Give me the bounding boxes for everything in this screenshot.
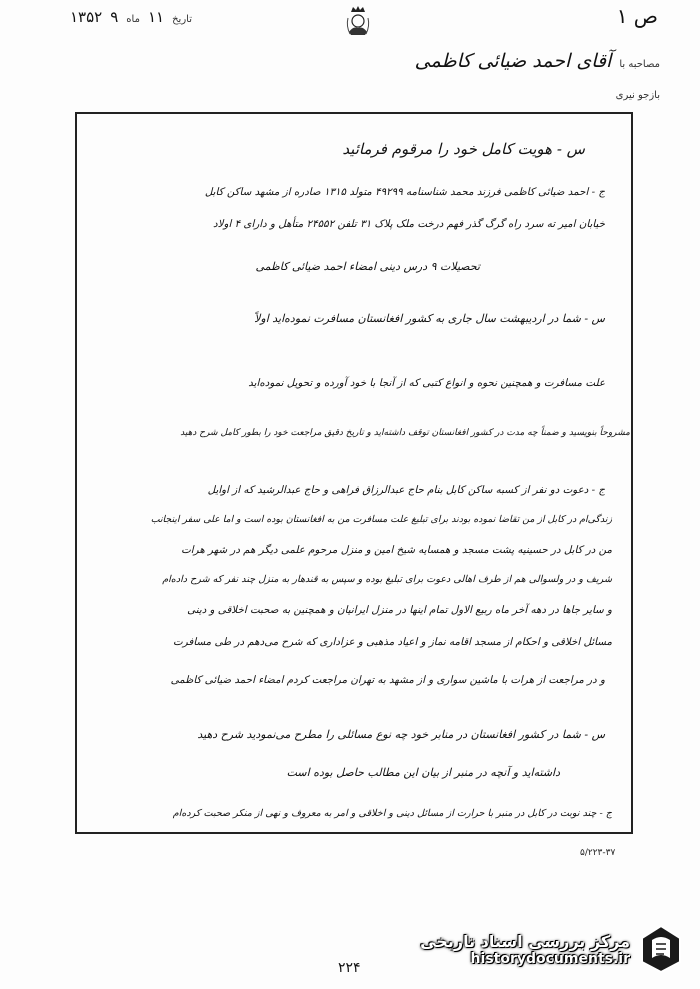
answer-line: و در مراجعت از هرات با ماشین سواری و از مشهد به تهران مراجعت کردم امضاء احمد ضیائی کاظمی [170, 674, 605, 686]
interviewer-label: بازجو نیری [615, 90, 660, 101]
archive-number: ۲۲۴ [338, 960, 361, 976]
interview-line [415, 50, 660, 72]
answer-line: من در کابل در حسینیه پشت مسجد و همسایه شیخ امین و منزل مرحوم علمی دیگر هم در شهر هرات [181, 544, 612, 556]
answer-line: تحصیلات ۹ درس دینی امضاء احمد ضیائی کاظمی [255, 260, 480, 273]
interview-name: آقای احمد ضیائی کاظمی [414, 50, 612, 72]
question-line: س - شما در کشور افغانستان در منابر خود چه نوع مسائلی را مطرح می‌نمودید شرح دهید [197, 728, 605, 741]
answer-line: ج - احمد ضیائی کاظمی فرزند محمد شناسنامه ۴۹۲۹۹ متولد ۱۳۱۵ صادره از مشهد ساکن کابل [204, 186, 605, 198]
watermark-text [400, 932, 630, 967]
question-line: مشروحاً بنویسید و ضمناً چه مدت در کشور افغانستان توقف داشته‌اید و تاریخ دقیق مراجعت خود را بطور کامل شرح دهید [180, 428, 630, 438]
answer-line: و سایر جاها در دهه آخر ماه ربیع الاول تمام اینها در منزل ایرانیان و همچنین به صحبت اخلاقی و دینی [187, 604, 612, 616]
answer-line: شریف و در ولسوالی هم از طرف اهالی دعوت برای تبلیغ بوده و سپس به قندهار به منزل چند نفر که شرح داده‌ام [162, 574, 612, 585]
month-value: ۹ [110, 8, 119, 26]
archive-watermark [400, 916, 692, 982]
month-label: ماه [126, 14, 140, 25]
document-code: ۵/۲۲۳-۳۷ [580, 848, 616, 858]
question-line: س - هویت کامل خود را مرقوم فرمائید [342, 140, 585, 158]
answer-line: ج - دعوت دو نفر از کسبه ساکن کابل بنام حاج عبدالرزاق فراهی و حاج عبدالرشید که از اوایل [207, 484, 605, 496]
date-day: ۱۱ [147, 8, 165, 26]
date-label: تاریخ [172, 14, 192, 25]
archive-logo-icon [636, 922, 686, 976]
lion-and-sun-emblem-icon [343, 4, 373, 38]
answer-line: زندگی‌ام در کابل از من تقاضا نموده بودند برای تبلیغ علت مسافرت من به افغانستان بوده است و اما علی سفر اینجانب [150, 514, 612, 525]
answer-line: خیابان امیر ته سرد راه گرگ گذر فهم درخت ملک پلاک ۳۱ تلفن ۲۴۵۵۲ متأهل و دارای ۴ اولاد [213, 218, 605, 230]
page-number: ص ۱ [616, 4, 658, 28]
answer-line: مسائل اخلاقی و احکام از مسجد اقامه نماز و اعیاد مذهبی و عزاداری که شرح می‌دهم در طی مسافرت [173, 636, 612, 648]
watermark-name: مرکز بررسی اسناد تاریخی [420, 931, 630, 951]
interview-label: مصاحبه با [619, 59, 660, 70]
question-line: داشته‌اید و آنچه در منبر از بیان این مطالب حاصل بوده است [286, 766, 560, 779]
year-value: ۱۳۵۲ [70, 8, 103, 26]
answer-line: ج - چند نوبت در کابل در منبر با حرارت از مسائل دینی و اخلاقی و امر به معروف و نهی از منکر صحبت کرده‌ام [172, 808, 612, 819]
header-date [70, 8, 192, 26]
watermark-url: historydocuments.ir [470, 950, 630, 967]
question-line: س - شما در اردیبهشت سال جاری به کشور افغانستان مسافرت نموده‌اید اولاً [254, 312, 605, 325]
question-line: علت مسافرت و همچنین نحوه و انواع کتبی که از آنجا با خود آورده و تحویل نموده‌اید [248, 377, 605, 389]
